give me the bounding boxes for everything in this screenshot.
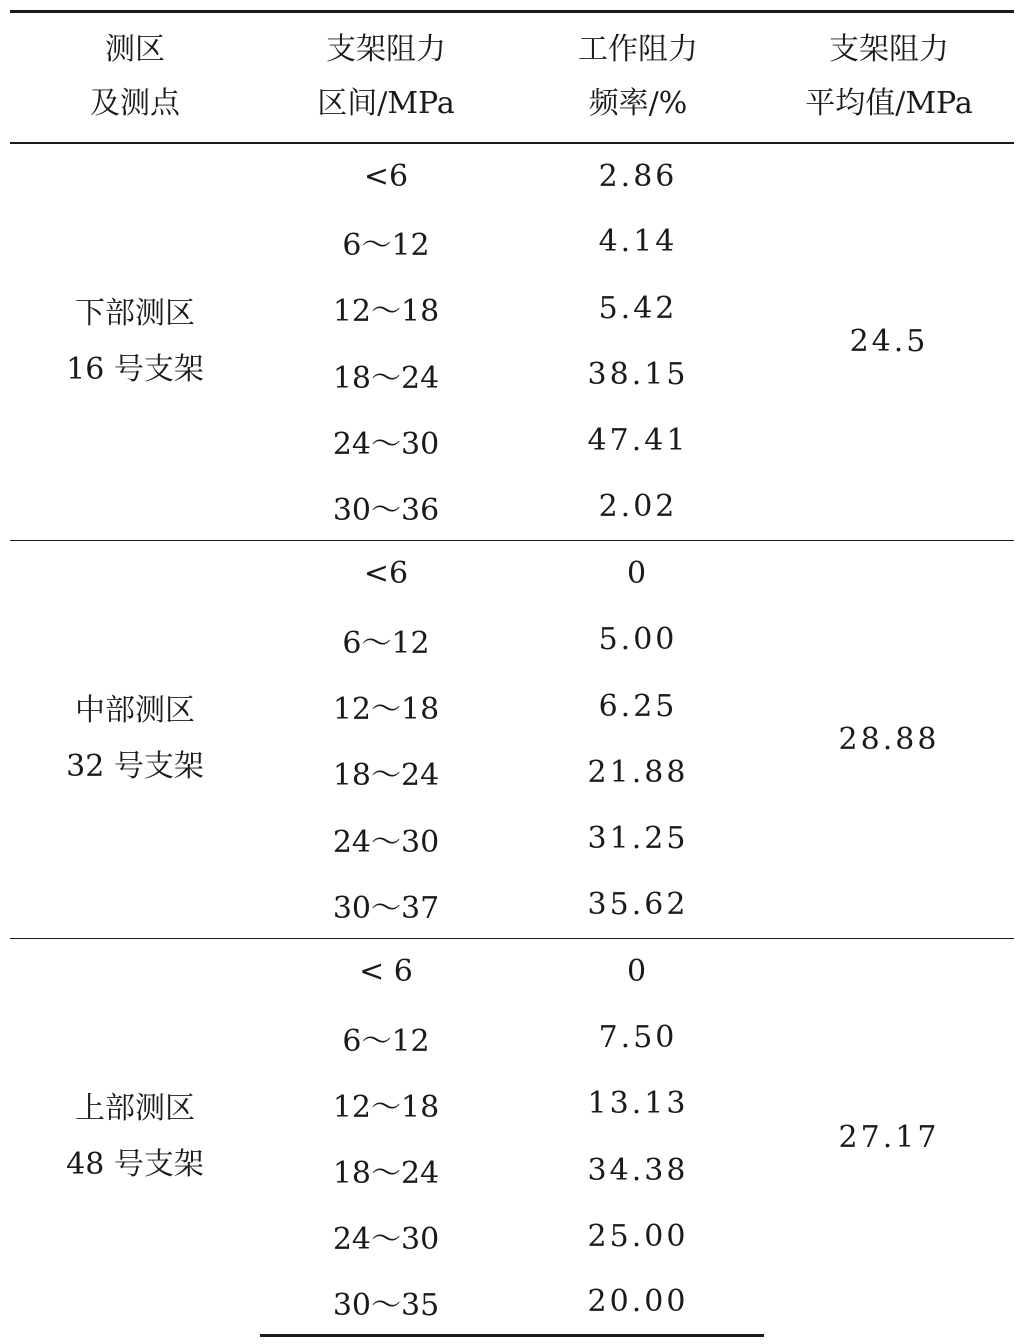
frequency-cell: 31.25 (587, 821, 689, 857)
frequency-cell: 0 (512, 938, 764, 1004)
support-label: 48 号支架 (66, 1147, 204, 1183)
range-cell: 12～18 (332, 1089, 440, 1125)
range-cell: 6～12 (342, 625, 430, 661)
range-cell: 6～12 (342, 1023, 430, 1059)
header-range (260, 12, 512, 143)
support-resistance-table (10, 10, 1014, 1337)
range-cell: 30～36 (332, 492, 440, 528)
header-frequency (512, 12, 764, 143)
header-range-line-2: 区间/MPa (317, 86, 455, 122)
frequency-cell: 0 (512, 540, 764, 606)
mean-cell: 28.88 (764, 540, 1014, 938)
table-header (10, 12, 1014, 143)
frequency-cell: 38.15 (587, 357, 689, 393)
header-frequency-line-2: 频率/% (588, 86, 688, 122)
range-cell: <6 (260, 540, 512, 606)
zone-cell (10, 143, 260, 541)
frequency-cell: 6.25 (598, 688, 678, 724)
range-cell: 30～37 (332, 890, 440, 926)
header-mean (764, 12, 1014, 143)
frequency-cell: 13.13 (587, 1086, 689, 1122)
frequency-cell: 2.86 (598, 158, 678, 194)
table-row (10, 143, 1014, 209)
zone-label: 中部测区 (75, 693, 195, 729)
header-mean-line-1: 支架阻力 (829, 32, 949, 68)
header-frequency-line-1: 工作阻力 (578, 32, 698, 68)
range-cell: 6～12 (342, 227, 430, 263)
range-cell: 30～35 (260, 1270, 512, 1336)
header-zone-line-1: 测区 (105, 32, 165, 68)
frequency-cell: 21.88 (587, 754, 689, 790)
frequency-cell: 20.00 (512, 1270, 764, 1336)
range-cell: 12～18 (332, 294, 440, 330)
range-cell: < 6 (260, 938, 512, 1004)
header-zone (10, 12, 260, 143)
frequency-cell: 47.41 (587, 423, 689, 459)
range-cell: 24～30 (332, 426, 440, 462)
group-upper-zone (10, 938, 1014, 1336)
header-range-line-1: 支架阻力 (326, 32, 446, 68)
group-lower-zone (10, 143, 1014, 541)
support-label: 32 号支架 (66, 749, 204, 785)
mean-cell: 24.5 (849, 324, 929, 360)
header-mean-line-2: 平均值/MPa (805, 86, 973, 122)
frequency-cell: 34.38 (587, 1152, 689, 1188)
zone-label: 下部测区 (75, 295, 195, 331)
frequency-cell: 35.62 (587, 887, 689, 923)
mean-cell: 27.17 (764, 938, 1014, 1336)
table-row (10, 938, 1014, 1004)
frequency-cell: 25.00 (587, 1218, 689, 1254)
frequency-cell: 2.02 (598, 489, 678, 525)
support-label: 16 号支架 (66, 351, 204, 387)
range-cell: 12～18 (332, 692, 440, 728)
frequency-cell: 5.42 (598, 290, 678, 326)
frequency-cell: 4.14 (598, 224, 678, 260)
range-cell: 18～24 (332, 1156, 440, 1192)
header-row (10, 12, 1014, 143)
range-cell: 18～24 (332, 360, 440, 396)
table-row (10, 540, 1014, 606)
range-cell: 18～24 (332, 758, 440, 794)
frequency-cell: 7.50 (598, 1020, 678, 1055)
group-middle-zone (10, 540, 1014, 938)
range-cell: <6 (363, 158, 409, 194)
zone-label: 上部测区 (75, 1091, 195, 1127)
frequency-cell: 5.00 (598, 622, 678, 658)
header-zone-line-2: 及测点 (90, 86, 180, 122)
range-cell: 24～30 (332, 824, 440, 860)
range-cell: 24～30 (332, 1222, 440, 1258)
zone-cell (10, 938, 260, 1336)
zone-cell (10, 540, 260, 938)
